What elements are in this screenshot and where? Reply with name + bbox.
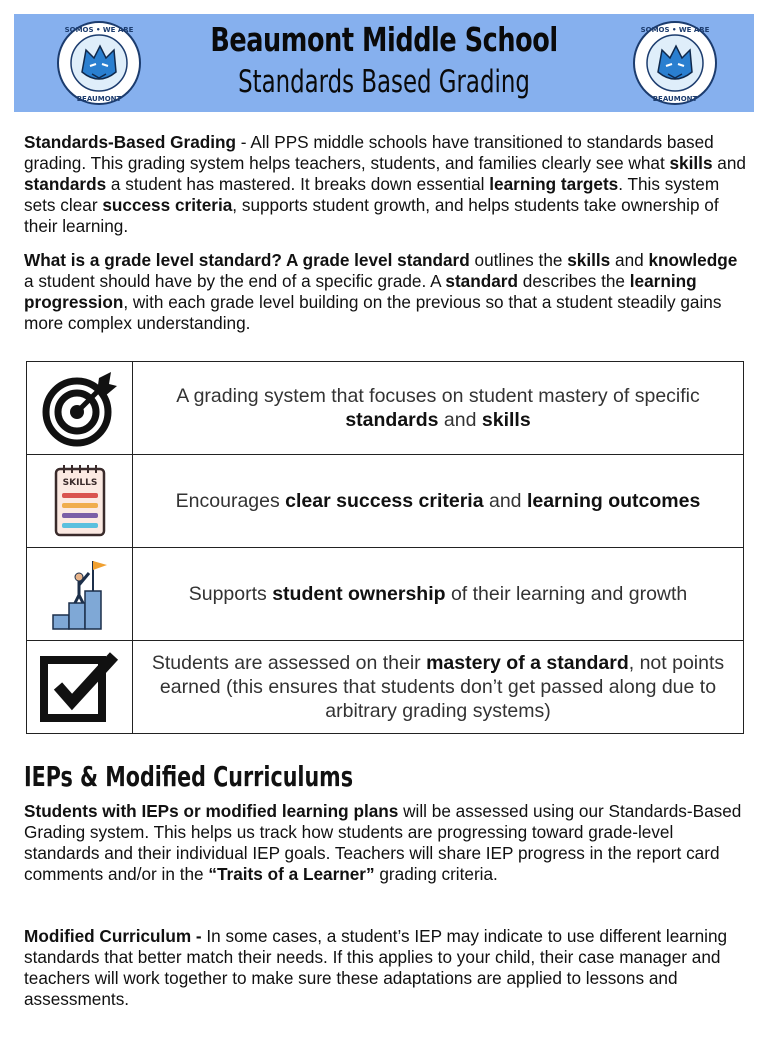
text: , supports student growth, and helps students take ownership of their learning. [24, 195, 719, 236]
section-heading-iep: IEPs & Modified Curriculums [24, 760, 354, 793]
text: , with each grade level building on the previous so that a student steadily gains more complex understanding. [24, 292, 722, 333]
table-row [27, 641, 744, 734]
svg-text:SOMOS • WE ARE: SOMOS • WE ARE [64, 26, 134, 34]
text: a student should have by the end of a specific grade. A [24, 271, 446, 291]
table-row [27, 548, 744, 641]
text: - All PPS middle schools have transitioned to standards based grading. This grading system helps teachers, students, and families clearly see what [24, 132, 714, 173]
svg-text:BEAUMONT: BEAUMONT [652, 95, 698, 103]
school-logo [632, 20, 718, 106]
feature-text: A grading system that focuses on student mastery of specific standards and skills [133, 362, 744, 455]
term: learning targets [489, 174, 619, 194]
page-title: Beaumont Middle School [210, 20, 558, 59]
table-row [27, 455, 744, 548]
icon-cell [27, 362, 133, 455]
text: outlines the [469, 250, 568, 270]
term: skills [669, 153, 713, 173]
header-banner [14, 14, 754, 112]
climber-flag-icon [45, 557, 115, 631]
text: grading criteria. [374, 864, 498, 884]
text: In some cases, a student’s IEP may indicate to use different learning standards that better match their needs. If this applies to your child, their case manager and teachers will work together to make sure these adaptations are applied to lessons and assessments. [24, 926, 728, 1009]
skills-checklist-icon [52, 463, 108, 539]
features-table [26, 361, 744, 734]
term: standards [24, 174, 107, 194]
text: . This system sets clear [24, 174, 720, 215]
term-sbg: Standards-Based Grading [24, 132, 237, 152]
page-subtitle: Standards Based Grading [238, 64, 530, 100]
term: “Traits of a Learner” [208, 864, 375, 884]
term: Modified Curriculum - [24, 926, 202, 946]
text: and [610, 250, 649, 270]
svg-text:BEAUMONT: BEAUMONT [76, 95, 122, 103]
title-block [144, 18, 624, 102]
modified-curriculum-paragraph [24, 926, 748, 1010]
school-logo [56, 20, 142, 106]
checkbox-icon [40, 650, 120, 724]
text: will be assessed using our Standards-Based Grading system. This helps us track how students are progressing toward grade-level standards and their individual IEP goals. Teachers will share IEP progress in the report card comments and/or in the [24, 801, 742, 884]
icon-cell [27, 548, 133, 641]
feature-text: Encourages clear success criteria and learning outcomes [133, 455, 744, 548]
table-row [27, 362, 744, 455]
feature-text: Students are assessed on their mastery of a standard, not points earned (this ensures that students don’t get passed along due to arbitrary grading systems) [133, 641, 744, 734]
term: knowledge [648, 250, 738, 270]
intro-paragraph [24, 132, 748, 237]
standard-definition-paragraph [24, 250, 748, 334]
term: skills [567, 250, 611, 270]
text: describes the [517, 271, 630, 291]
term: What is a grade level standard? A grade level standard [24, 250, 470, 270]
text: a student has mastered. It breaks down essential [106, 174, 490, 194]
term: Students with IEPs or modified learning plans [24, 801, 399, 821]
feature-text: Supports student ownership of their learning and growth [133, 548, 744, 641]
iep-paragraph [24, 801, 748, 885]
svg-text:SKILLS: SKILLS [62, 478, 97, 488]
icon-cell [27, 455, 133, 548]
term: learning progression [24, 271, 697, 312]
term: success criteria [102, 195, 233, 215]
text: and [712, 153, 746, 173]
svg-text:SOMOS • WE ARE: SOMOS • WE ARE [640, 26, 710, 34]
term: standard [445, 271, 518, 291]
icon-cell [27, 641, 133, 734]
target-icon [39, 368, 121, 448]
